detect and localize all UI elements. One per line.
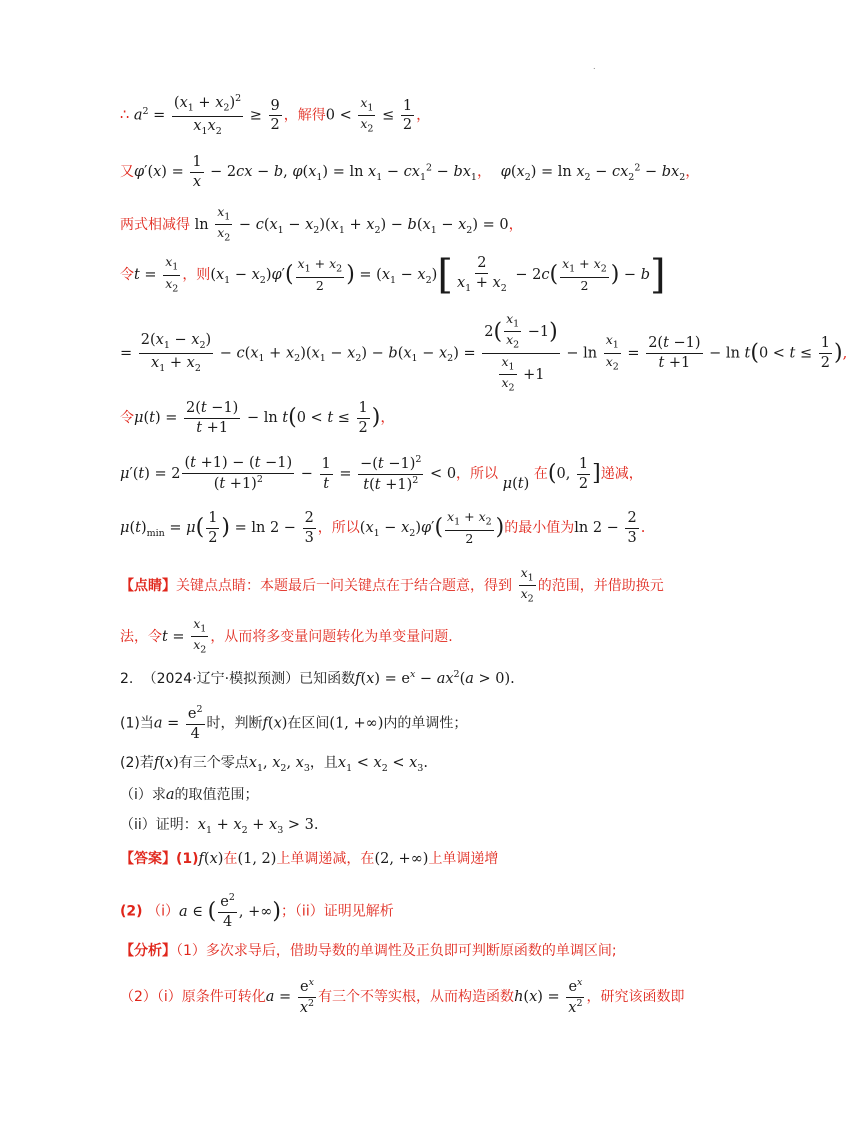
question-2-part-2-ii: （ii）证明：$x_1 + x_2 + x_3 > 3$.: [120, 817, 319, 836]
solution-line-1: ∴ $a^2$ = $\frac{(x_1 + x_2)^2}{x_1x_2}$ ≥ $\frac{9}{2}$ ，解得0 < $\frac{x_1}{x_2}$ ≤ $\frac{1}{2}$ ，: [120, 93, 431, 137]
question-2-part-2: (2)若f(x)有三个零点$x_1$, $x_2$, $x_3$，且$x_1 < x_2 < x_3$.: [120, 755, 428, 774]
solution-line-3: 两式相减得 ln $\frac{x_1}{x_2}$ − $c(x_1 - x_2)(x_1 + x_2) - b(x_1 - x_2) = 0$，: [120, 204, 524, 244]
analysis-line-2: （2）（i）原条件可转化a = $\frac{e^x}{x^2}$ 有三个不等实根，从而构造函数h(x) = $\frac{e^x}{x^2}$ ，研究该函数即: [120, 977, 685, 1016]
solution-line-4: 令t = $\frac{x_1}{x_2}$ ，则$(x_1 - x_2)\varphi'$( $\frac{x_1 + x_2}{2}$ ) = $(x_1 - x_2)$[ $\frac{2}{x_1 + x_2}$ − 2c( $\frac{x_1 + x_2}{2}$ ) − b]: [120, 252, 666, 298]
solution-line-8: $\mu(t)_{min} = \mu$( $\frac{1}{2}$ ) = ln 2 − $\frac{2}{3}$ ，所以$(x_1 - x_2)\varphi'$( $\frac{x_1 + x_2}{2}$ )的最小值为ln 2 − $\frac{2}{3}$ .: [120, 509, 646, 546]
answer-line-1: 【答案】(1)f(x)在(1, 2)上单调递减，在(2, +∞)上单调递增: [120, 851, 499, 867]
solution-line-7: μ′(t) = 2 $\frac{(t +1) - (t -1)}{(t +1)^2}$ − $\frac{1}{t}$ = $\frac{-(t -1)^2}{t(t +1)^2}$ < 0，所以 μ(t) 在(0, $\frac{1}{2}$ ]递减，: [120, 454, 643, 493]
question-2-part-2-i: （i）求a的取值范围；: [120, 787, 259, 803]
question-2-stem: 2. （2024·辽宁·模拟预测）已知函数$f(x) = e^x - ax^2(a > 0)$.: [120, 669, 515, 687]
solution-line-5: = $\frac{2(x_1 - x_2)}{x_1 + x_2}$ − $c(x_1 + x_2)(x_1 - x_2) - b(x_1 - x_2)$ = 2( $\frac{x_1}{x_2}$ −1) $\frac{x_1}{x_2}$ +1 − ln $\frac{x_1}{x_2}$ = $\frac{2(t -1)}{t +1}$ − ln t(0 < t ≤ $\frac{1}{2}$ ),: [120, 311, 847, 394]
solution-line-6: 令μ(t) = $\frac{2(t -1)}{t +1}$ − ln t(0 < t ≤ $\frac{1}{2}$ )，: [120, 400, 395, 436]
question-2-part-1: (1)当a = $\frac{e^2}{4}$ 时，判断f(x)在区间(1, +∞)内的单调性；: [120, 704, 468, 742]
corner-mark: .: [593, 62, 596, 71]
analysis-line-1: 【分析】（1）多次求导后，借助导数的单调性及正负即可判断原函数的单调区间;: [120, 943, 617, 959]
comment-line-1: 【点睛】关键点点睛：本题最后一问关键点在于结合题意，得到 $\frac{x_1}{x_2}$ 的范围，并借助换元: [120, 565, 664, 605]
answer-line-2: (2) （i）a ∈ ( $\frac{e^2}{4}$ , +∞)；（ii）证明见解析: [120, 892, 394, 930]
solution-line-2: 又φ′(x) = $\frac{1}{x}$ − 2cx − b, $\varphi(x_1) = \ln x_1 - cx_1^2 - bx_1$， $\varphi(x_2) = \ln x_2 - cx_2^2 - bx_2$，: [120, 154, 700, 190]
comment-line-2: 法，令t = $\frac{x_1}{x_2}$ ，从而将多变量问题转化为单变量问题.: [120, 616, 453, 656]
